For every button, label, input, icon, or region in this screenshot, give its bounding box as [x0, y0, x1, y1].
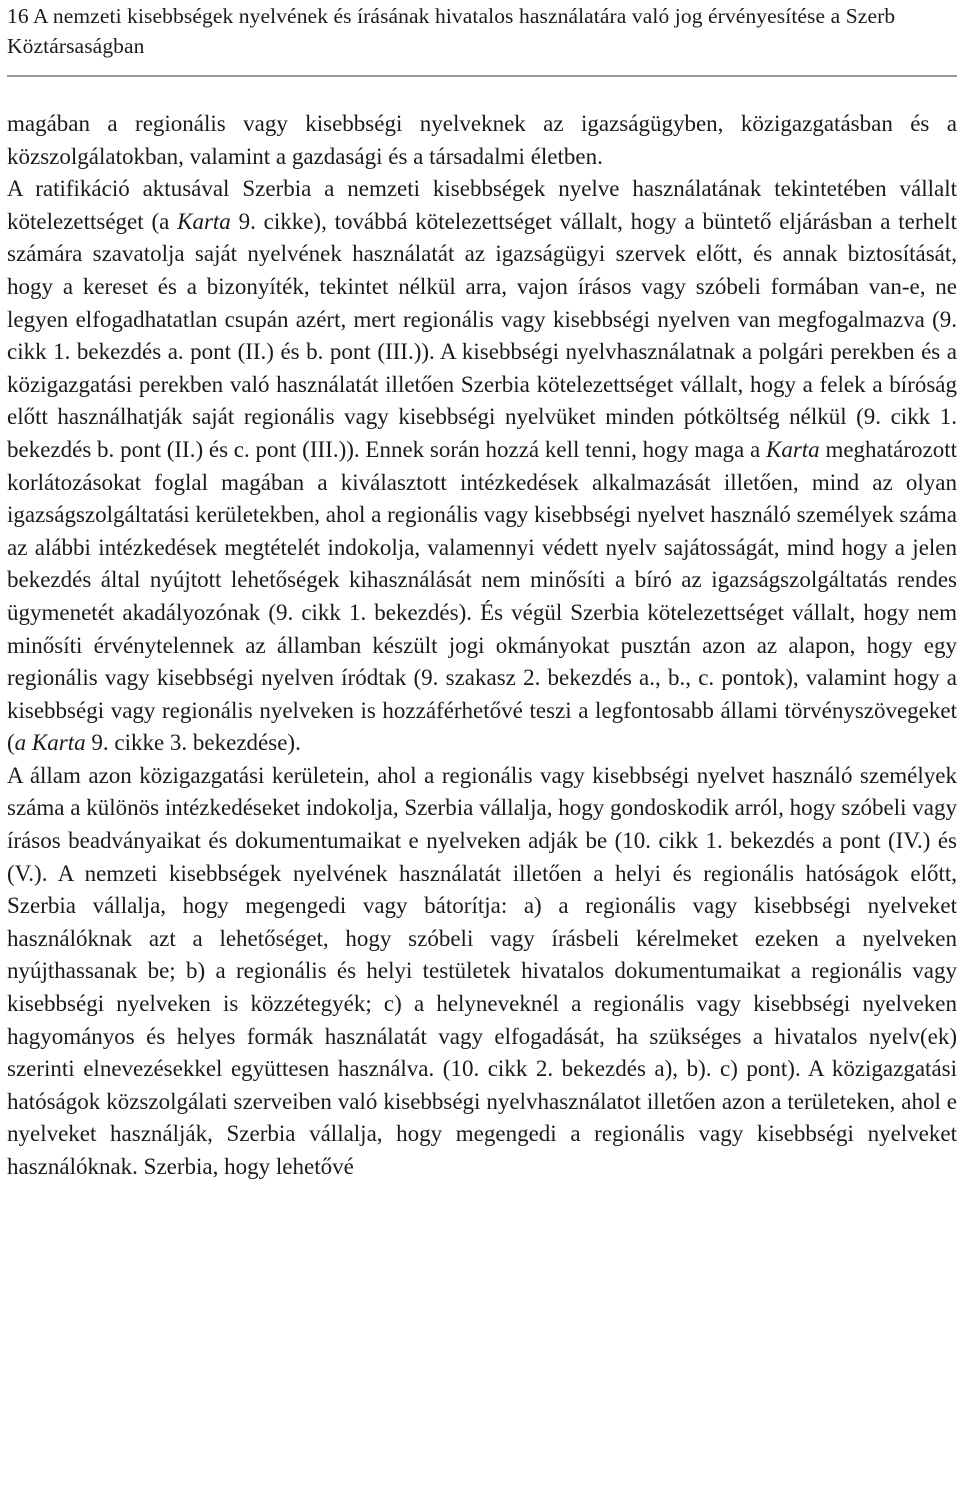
paragraph: [7, 760, 957, 1184]
running-header: 16 A nemzeti kisebbségek nyelvének és írásának hivatalos használatára való jog érvényesítése a Szerb Köztársaságban: [7, 4, 896, 58]
text-run: 9. cikke 3. bekezdése).: [85, 730, 301, 756]
header-divider: [7, 75, 957, 77]
text-run: A állam azon közigazgatási kerületein, ahol a regionális vagy kisebbségi nyelvet használó személyek száma a különös intézkedéseket indokolja, Szerbia vállalja, hogy gondoskodik arról, hogy szóbeli vagy írásos beadványaikat és dokumentumaikat e nyelveken adják be (10. cikk 1. bekezdés a pont (IV.) és (V.). A nemzeti kisebbségek nyelvének használatát illetően a helyi és regionális hatóságok előtt, Szerbia vállalja, hogy megengedi vagy bátorítja: a) a regionális vagy kisebbségi nyelveket használóknak azt a lehetőséget, hogy szóbeli vagy írásbeli kérelmeket ezeken a nyelveken nyújthassanak be; b) a regionális és helyi testületek hivatalos dokumentumaikat a regionális vagy kisebbségi nyelveken is közzétegyék; c) a helyneveknél a regionális vagy kisebbségi nyelveken hagyományos és helyes formák használatát vagy elfogadását, ha szükséges a hivatalos nyelv(ek) szerinti elnevezésekkel együttesen használva. (10. cikk 2. bekezdés a), b). c) pont). A közigazgatási hatóságok közszolgálati szerveiben való kisebbségi nyelvhasználatot illetően azon a területeken, ahol e nyelveket használják, Szerbia vállalja, hogy megengedi a regionális vagy kisebbségi nyelveket használóknak. Szerbia, hogy lehetővé: [7, 762, 957, 1179]
text-run: magában a regionális vagy kisebbségi nyelveknek az igazságügyben, közigazgatásban és a közszolgálatokban, valamint a gazdasági és a társadalmi életben.: [7, 111, 957, 169]
document-page: [7, 0, 957, 1184]
italic-text: Karta: [177, 208, 231, 234]
text-run: meghatározott korlátozásokat foglal magában a kiválasztott intézkedések alkalmazását illetően, mind az olyan igazságszolgáltatási kerületekben, ahol a regionális vagy kisebbségi nyelvet használó személyek száma az alábbi intézkedések megtételét indokolja, valamennyi védett nyelv sajátosságát, mind hogy a jelen bekezdés által nyújtott lehetőségek kihasználását nem minősíti a bíró az igazságszolgáltatás rendes ügymenetét akadályozónak (9. cikk 1. bekezdés). És végül Szerbia kötelezettséget vállalt, hogy nem minősíti érvénytelennek az államban készült jogi okmányokat pusztán azon az alapon, hogy egy regionális vagy kisebbségi nyelven íródtak (9. szakasz 2. bekezdés a., b., c. pontok), valamint hogy a kisebbségi vagy regionális nyelveken is hozzáférhetővé teszi a legfontosabb állami törvényszövegeket (: [7, 436, 957, 756]
paragraph: [7, 173, 957, 760]
text-run: A ratifikáció aktusával Szerbia a nemzeti kisebbségek nyelve használatának tekintetében vállalt kötelezettséget (a: [7, 176, 957, 234]
italic-text: a Karta: [14, 730, 86, 756]
text-run: 9. cikke), továbbá kötelezettséget vállalt, hogy a büntető eljárásban a terhelt számára szavatolja saját nyelvének használatát az igazságügyi szervek előtt, és annak biztosítását, hogy a kereset és a bizonyíték, tekintet nélkül arra, vajon írásos vagy szóbeli formában van-e, ne legyen elfogadhatatlan csupán azért, mert regionális vagy kisebbségi nyelven van megfogalmazva (9. cikk 1. bekezdés a. pont (II.) és b. pont (III.)). A kisebbségi nyelvhasználatnak a polgári perekben és a közigazgatási perekben való használatát illetően Szerbia kötelezettséget vállalt, hogy a felek a bíróság előtt használhatják saját regionális vagy kisebbségi nyelvüket minden pótköltség nélkül (9. cikk 1. bekezdés b. pont (II.) és c. pont (III.)). Ennek során hozzá kell tenni, hogy maga a: [7, 208, 957, 462]
italic-text: Karta: [765, 436, 820, 462]
body-text: [7, 108, 957, 1184]
paragraph: [7, 108, 957, 173]
